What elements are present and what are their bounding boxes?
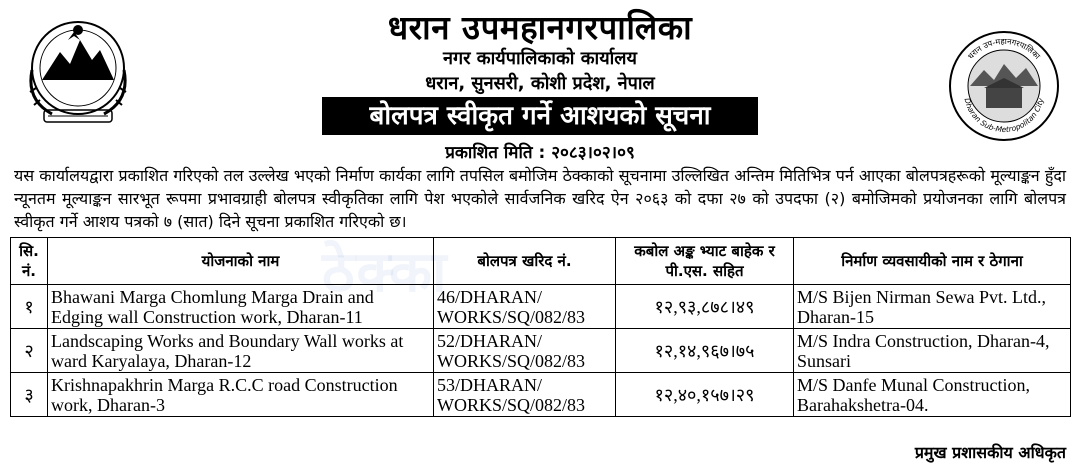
cell-amount: १२,४०,१५७।२९ [616, 373, 794, 417]
cell-project: Landscaping Works and Boundary Wall works at ward Karyalaya, Dharan-12 [48, 329, 434, 373]
cell-bid-no: 46/DHARAN/ WORKS/SQ/082/83 [434, 285, 616, 329]
table-header-row [11, 238, 1071, 285]
table-row [11, 285, 1071, 329]
notice-paragraph: यस कार्यालयद्वारा प्रकाशित गरिएको तल उल्लेख भएको निर्माण कार्यका लागि तपसिल बमोजिम ठेक्काको सूचनामा उल्लिखित अन्तिम मितिभित्र पर्न आएका बोलपत्रहरूको मूल्याङ्कन हुँदा न्यूनतम मूल्याङ्कन सारभूत रूपमा प्रभावग्राही बोलपत्र स्वीकृतिका लागि पेश भएकोले सार्वजनिक खरिद ऐन २०६३ को दफा २७ को उपदफा (२) बमोजिमको प्रयोजनका लागि बोलपत्र स्वीकृत गर्ने आशय पत्रको ७ (सात) दिने सूचना प्रकाशित गरिएको छ। [14, 166, 1066, 231]
cell-amount: १२,९३,८७८।४९ [616, 285, 794, 329]
header-project: योजनाको नाम [48, 238, 434, 285]
header-amount: कबोल अङ्क भ्याट बाहेक र पी.एस. सहित [616, 238, 794, 285]
cell-bid-no: 52/DHARAN/ WORKS/SQ/082/83 [434, 329, 616, 373]
watermark-text: ठेक्का [322, 240, 449, 305]
cell-contractor: M/S Danfe Munal Construction, Barahakshetra-04. [794, 373, 1071, 417]
cell-bid-no: 53/DHARAN/ WORKS/SQ/082/83 [434, 373, 616, 417]
published-date: प्रकाशित मिति : २०८३।०२।०९ [445, 143, 635, 163]
table-row [11, 373, 1071, 417]
cell-amount: १२,१४,९६७।७५ [616, 329, 794, 373]
header-sn: सि. नं. [11, 238, 48, 285]
notice-body [14, 164, 1066, 233]
org-name: धरान उपमहानगरपालिका [387, 8, 693, 47]
cell-sn: ३ [11, 373, 48, 417]
seal-bottom-text: Dharan Sub-Metropolitan City [962, 97, 1046, 135]
bid-acceptance-table [10, 237, 1071, 417]
cell-sn: २ [11, 329, 48, 373]
signature-title: प्रमुख प्रशासकीय अधिकृत [914, 443, 1066, 462]
office-address: धरान, सुनसरी, कोशी प्रदेश, नेपाल [425, 73, 655, 94]
header-contractor: निर्माण व्यवसायीको नाम र ठेगाना [794, 238, 1071, 285]
office-name: नगर कार्यपालिकाको कार्यालय [443, 48, 637, 69]
seal-top-text: धरान उप-महानगरपालिका [966, 36, 1042, 61]
header-bid-no: बोलपत्र खरिद नं. [434, 238, 616, 285]
cell-sn: १ [11, 285, 48, 329]
cell-contractor: M/S Indra Construction, Dharan-4, Sunsari [794, 329, 1071, 373]
cell-project: Krishnapakhrin Marga R.C.C road Construction work, Dharan-3 [48, 373, 434, 417]
table-row [11, 329, 1071, 373]
cell-contractor: M/S Bijen Nirman Sewa Pvt. Ltd., Dharan-15 [794, 285, 1071, 329]
notice-title: बोलपत्र स्वीकृत गर्ने आशयको सूचना [322, 97, 758, 135]
cell-project: Bhawani Marga Chomlung Marga Drain and Edging wall Construction work, Dharan-11 [48, 285, 434, 329]
